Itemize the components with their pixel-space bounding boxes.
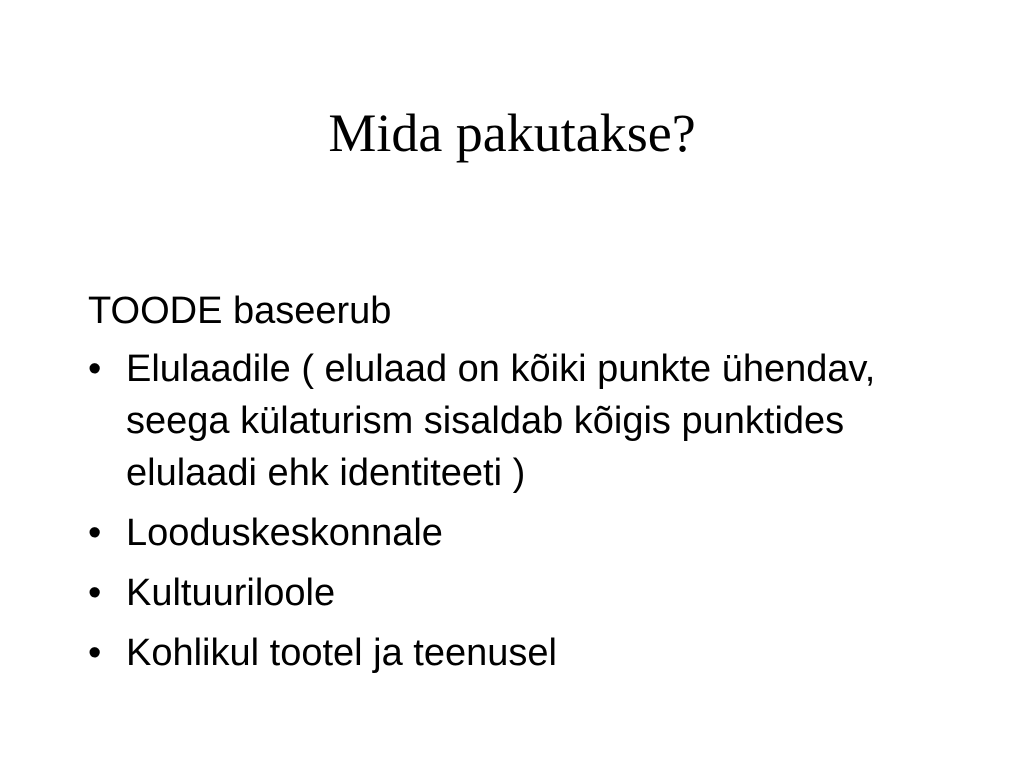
bullet-item-elulaadile bbox=[88, 343, 948, 499]
slide-body bbox=[88, 285, 948, 687]
bullet-icon: • bbox=[88, 572, 102, 614]
bullet-item-kohlikul bbox=[88, 627, 948, 679]
bullet-text: Elulaadile ( elulaad on kõiki punkte ühendav, seega külaturism sisaldab kõigis punktides elulaadi ehk identiteeti ) bbox=[126, 348, 876, 494]
bullet-text: Kultuuriloole bbox=[126, 572, 336, 614]
bullet-icon: • bbox=[88, 632, 102, 674]
bullet-text: Kohlikul tootel ja teenusel bbox=[126, 632, 557, 674]
bullet-item-looduskeskonnale bbox=[88, 507, 948, 559]
bullet-text: Looduskeskonnale bbox=[126, 512, 443, 554]
bullet-icon: • bbox=[88, 348, 102, 390]
bullet-icon: • bbox=[88, 512, 102, 554]
slide-title: Mida pakutakse? bbox=[328, 103, 696, 163]
bullet-list bbox=[88, 343, 948, 679]
bullet-item-kultuuriloole bbox=[88, 567, 948, 619]
intro-text: TOODE baseerub bbox=[88, 290, 392, 332]
